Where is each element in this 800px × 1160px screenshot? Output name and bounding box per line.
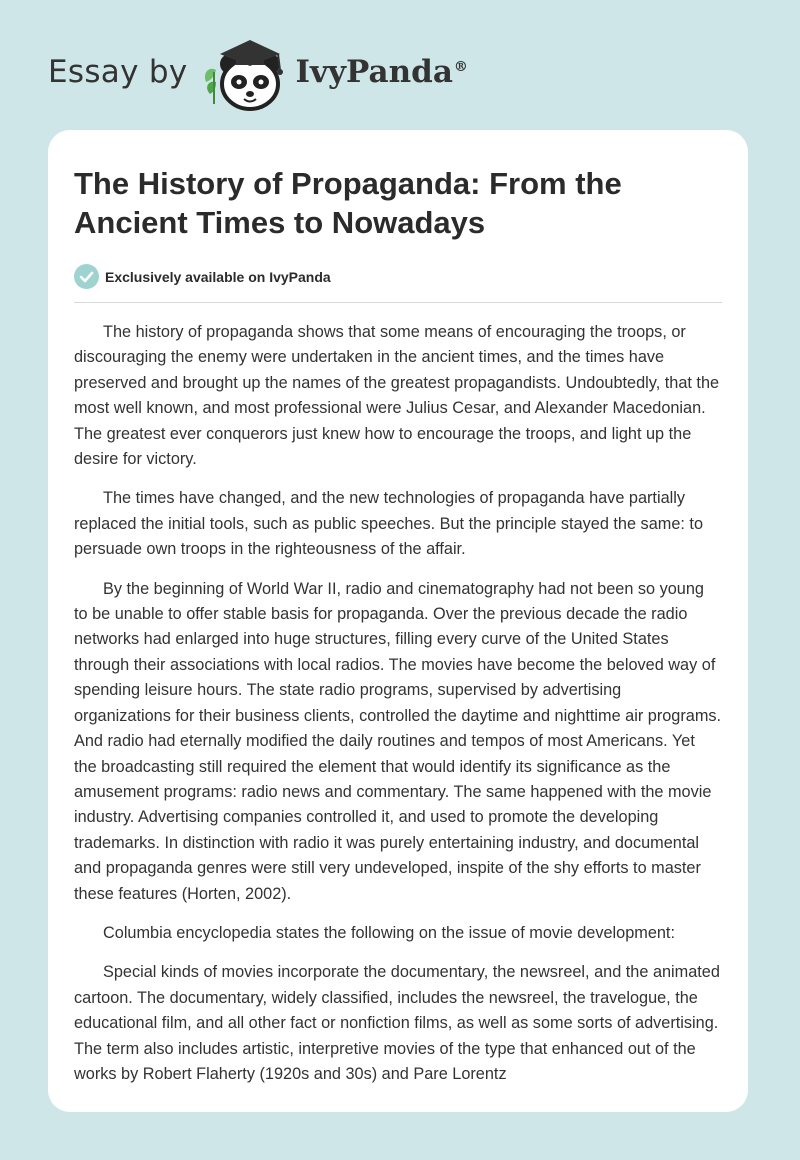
brand-name: IvyPanda® <box>295 54 468 90</box>
paragraph: Special kinds of movies incorporate the documentary, the newsreel, and the animated cartoon. The documentary, widely classified, includes the newsreel, the travelogue, the educational film, and all other fact or nonfiction films, as well as some sorts of advertising. The term also includes artistic, interpretive movies of the type that enhanced out of the works by Robert Flaherty (1920s and 30s) and Pare Lorentz <box>74 963 720 1083</box>
essay-content <box>74 164 722 1101</box>
check-circle-icon <box>74 264 99 289</box>
paragraph: The times have changed, and the new technologies of propaganda have partially replaced the initial tools, such as public speeches. But the principle stayed the same: to persuade own troops in the righteousness of the affair. <box>74 489 703 559</box>
exclusive-label: Exclusively available on IvyPanda <box>105 268 331 285</box>
exclusive-badge <box>74 264 722 303</box>
brand-essay-by: Essay by <box>48 54 188 90</box>
essay-body <box>74 320 722 1087</box>
registered-mark: ® <box>453 58 468 75</box>
paragraph: Columbia encyclopedia states the following on the issue of movie development: <box>103 923 675 942</box>
paragraph: By the beginning of World War II, radio and cinematography had not been so young to be unable to offer stable basis for propaganda. Over the previous decade the radio networks had enlarged into huge structures, filling every curve of the United States through their associations with local radios. The movies have become the beloved way of spending leisure hours. The state radio programs, supervised by advertising organizations for their business clients, controlled the daytime and nighttime air programs. And radio had eternally modified the daily routines and tempos of most Americans. Yet the broadcasting still required the element that would identify its significance as the amusement programs: radio news and commentary. The same happened with the movie industry. Advertising companies controlled it, and used to promote the developing trademarks. In distinction with radio it was purely entertaining industry, and documental and propaganda genres were still very undeveloped, inspite of the shy efforts to master these features (Horten, 2002). <box>74 579 722 903</box>
brand-header[interactable] <box>48 32 468 112</box>
essay-title: The History of Propaganda: From the Ancient Times to Nowadays <box>74 166 622 240</box>
paragraph: The history of propaganda shows that some means of encouraging the troops, or discouraging the enemy were undertaken in the ancient times, and the times have preserved and brought up the names of the greatest propagandists. Undoubtedly, that the most well known, and most professional were Julius Cesar, and Alexander Macedonian. The greatest ever conquerors just knew how to encourage the troops, and light up the desire for victory. <box>74 323 720 469</box>
panda-graduate-icon <box>200 32 292 112</box>
essay-card <box>48 130 748 1112</box>
